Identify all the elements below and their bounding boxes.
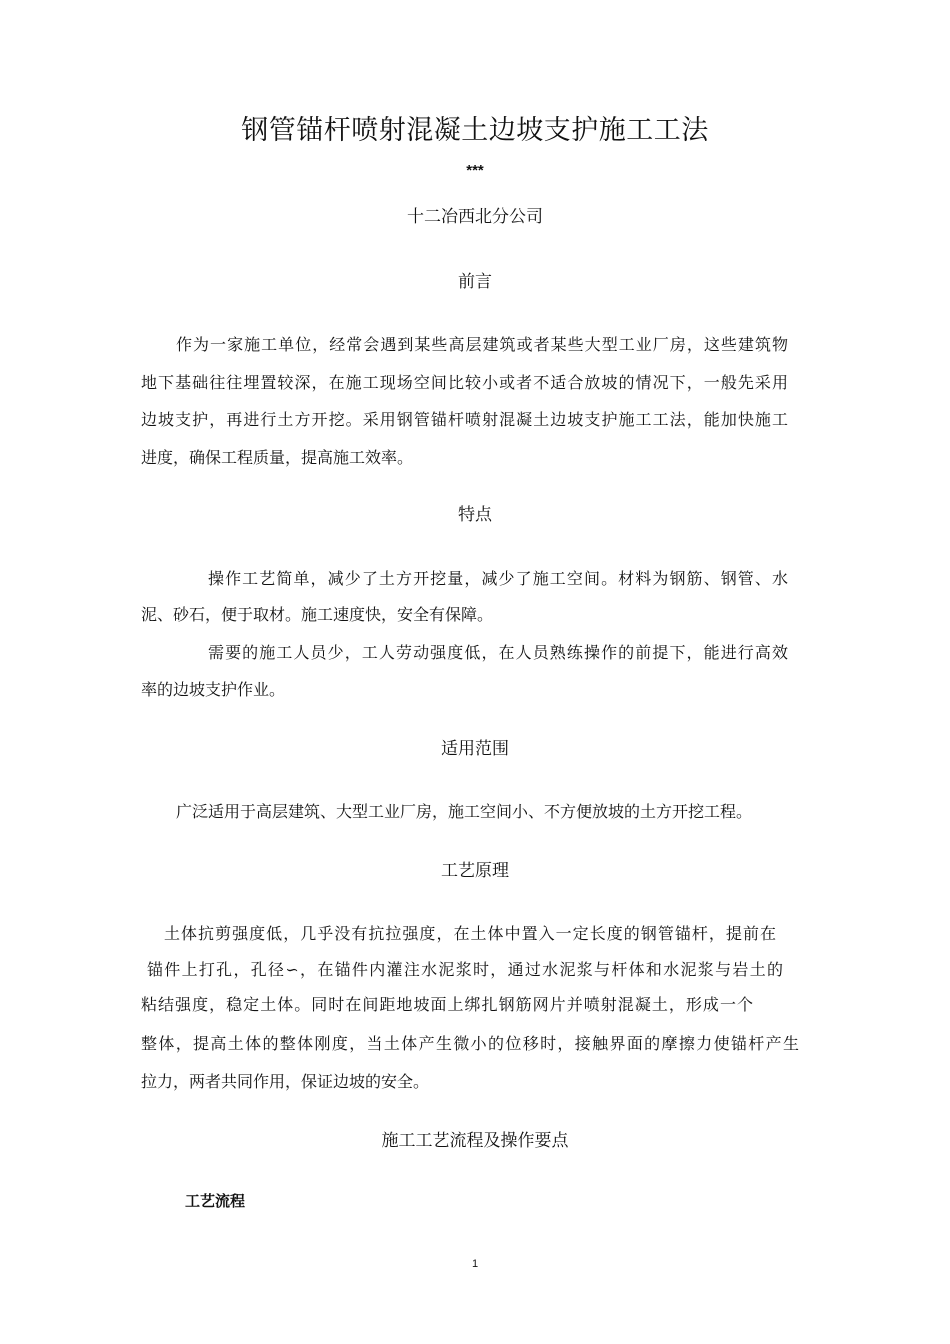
section-heading-principle: 工艺原理 <box>441 861 509 881</box>
features-line-1: 操作工艺简单，减少了土方开挖量，减少了施工空间。材料为钢筋、钢管、水 <box>208 569 788 588</box>
preface-line-2: 地下基础往往埋置较深，在施工现场空间比较小或者不适合放坡的情况下，一般先采用 <box>141 373 788 392</box>
principle-line-5: 拉力，两者共同作用，保证边坡的安全。 <box>141 1072 430 1091</box>
features-line-3: 需要的施工人员少，工人劳动强度低，在人员熟练操作的前提下，能进行高效 <box>208 643 788 662</box>
principle-line-1: 土体抗剪强度低，几乎没有抗拉强度，在土体中置入一定长度的钢管锚杆，提前在 <box>164 924 776 943</box>
paragraph-line <box>141 372 788 394</box>
paragraph-line <box>141 994 753 1016</box>
preface-line-4: 进度，确保工程质量，提高施工效率。 <box>141 448 414 467</box>
page-number: 1 <box>471 1258 479 1270</box>
preface-line-3: 边坡支护，再进行土方开挖。采用钢管锚杆喷射混凝土边坡支护施工工法，能加快施工 <box>141 410 788 429</box>
document-title: 钢管锚杆喷射混凝土边坡支护施工工法 <box>241 115 709 146</box>
scope-line-1: 广泛适用于高层建筑、大型工业厂房，施工空间小、不方便放坡的土方开挖工程。 <box>176 802 753 821</box>
principle-line-4: 整体，提高土体的整体刚度，当土体产生微小的位移时，接触界面的摩擦力使锚杆产生 <box>141 1034 799 1053</box>
paragraph-line <box>141 1033 799 1055</box>
document-author: 十二冶西北分公司 <box>407 207 543 227</box>
paragraph-line <box>164 923 776 945</box>
section-heading-process: 施工工艺流程及操作要点 <box>381 1131 569 1151</box>
subsection-heading-process-flow: 工艺流程 <box>185 1192 246 1210</box>
section-heading-preface: 前言 <box>458 272 492 292</box>
features-line-4: 率的边坡支护作业。 <box>141 680 286 699</box>
title-separator: *** <box>466 162 484 179</box>
principle-line-3: 粘结强度，稳定土体。同时在间距地坡面上绑扎钢筋网片并喷射混凝土，形成一个 <box>141 995 753 1014</box>
section-heading-scope: 适用范围 <box>441 739 509 759</box>
paragraph-line <box>208 642 788 664</box>
paragraph-line <box>176 334 788 356</box>
preface-line-1: 作为一家施工单位，经常会遇到某些高层建筑或者某些大型工业厂房，这些建筑物 <box>176 335 788 354</box>
paragraph-line <box>208 568 788 590</box>
paragraph-line <box>147 959 783 981</box>
features-line-2: 泥、砂石，便于取材。施工速度快，安全有保障。 <box>141 605 494 624</box>
section-heading-features: 特点 <box>458 505 492 525</box>
principle-line-2: 锚件上打孔，孔径∽，在锚件内灌注水泥浆时，通过水泥浆与杆体和水泥浆与岩土的 <box>147 960 783 979</box>
paragraph-line <box>141 409 788 431</box>
